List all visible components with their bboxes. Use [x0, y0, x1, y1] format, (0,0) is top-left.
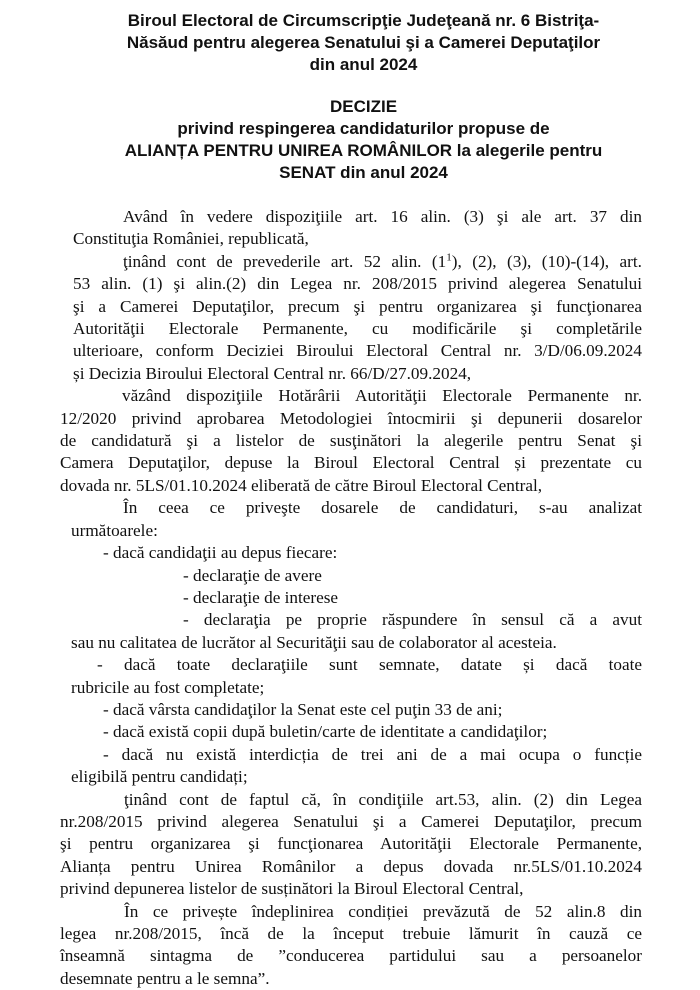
decision-word: DECIZIE: [329, 97, 398, 116]
text-line: şi pentru organizarea şi funcţionarea Autorităţii Electorale Permanente,: [60, 834, 642, 854]
text-line: legea nr.208/2015, încă de la început trebuie lămurit în cauză ce: [60, 924, 642, 943]
document-header: [60, 10, 667, 76]
text-line: În ce privește îndeplinirea condiției prevăzută de 52 alin.8 din: [124, 901, 642, 921]
text-line: nr.208/2015 privind alegerea Senatului şi a Camerei Deputaţilor, precum: [60, 811, 642, 831]
paragraph-law: [73, 251, 642, 385]
text-line: Autorităţii Electorale Permanente, cu modificările şi completările: [73, 319, 642, 339]
list-item: - declaraţie de interese: [183, 587, 339, 607]
text-line: ulterioare, conform Deciziei Biroului Electoral Central nr. 3/D/06.09.2024: [73, 341, 642, 361]
list-item: - dacă nu există interdicția de trei ani de a mai ocupa o funcție: [103, 744, 642, 764]
header-line-2: Năsăud pentru alegerea Senatului şi a Camerei Deputaţilor: [126, 33, 601, 52]
text-line: privind depunerea listelor de susținători la Biroul Electoral Central,: [60, 879, 524, 899]
paragraph-conditie: [60, 901, 642, 990]
paragraph-constitution: [73, 206, 642, 251]
list-item: - declaraţie de avere: [183, 565, 322, 585]
list-item: - dacă există copii după buletin/carte de identitate a candidaţilor;: [103, 722, 548, 742]
list-item: - dacă vârsta candidaţilor la Senat este cel puţin 33 de ani;: [103, 699, 503, 719]
paragraph-alianta: [60, 789, 642, 901]
decision-title: [60, 96, 667, 184]
text-line: desemnate pentru a le semna”.: [60, 968, 270, 988]
text-line: Având în vedere dispoziţiile art. 16 alin. (3) şi ale art. 37 din: [123, 207, 642, 226]
text-line: şi a Camerei Deputaţilor, precum şi pentru organizarea şi funcţionarea: [73, 296, 642, 316]
list-item: - dacă toate declaraţiile sunt semnate, datate și dacă toate: [97, 655, 642, 675]
text-line: și Decizia Biroului Electoral Central nr. 66/D/27.09.2024,: [73, 363, 472, 383]
list-item: - declaraţia pe proprie răspundere în sensul că a avut: [183, 610, 642, 630]
list-item-continued: sau nu calitatea de lucrător al Securităţii sau de colaborator al acesteia.: [71, 632, 557, 652]
paragraph-hotarare: [60, 385, 642, 497]
text-line: dovada nr. 5LS/01.10.2024 eliberată de către Biroul Electoral Central,: [60, 475, 543, 495]
header-line-1: Biroul Electoral de Circumscripţie Judeţeană nr. 6 Bistriţa-: [127, 11, 600, 30]
text-line: ţinând cont de faptul că, în condiţiile art.53, alin. (2) din Legea: [124, 789, 642, 809]
header-line-3: din anul 2024: [309, 55, 418, 74]
checklist: [71, 542, 642, 788]
decision-body: [60, 206, 642, 990]
paragraph-dosare: [71, 497, 642, 542]
text-line: Camera Deputaţilor, depuse la Biroul Electoral Central și prezentate cu: [60, 453, 642, 473]
text-line: înseamnă sintagma de ”conducerea partidului sau a persoanelor: [60, 946, 642, 966]
list-item-continued: rubricile au fost completate;: [71, 677, 265, 697]
text-line: Alianța pentru Unirea Românilor a depus dovada nr.5LS/01.10.2024: [60, 856, 642, 876]
text-line: 53 alin. (1) şi alin.(2) din Legea nr. 208/2015 privind alegerea Senatului: [73, 274, 642, 294]
text-line: de candidatură şi a listelor de susţinători la alegerile pentru Senat şi: [60, 431, 642, 451]
decision-line-1: privind respingerea candidaturilor propuse de: [177, 119, 550, 138]
text-line: următoarele:: [71, 520, 158, 540]
text-line: În ceea ce priveşte dosarele de candidaturi, s-au analizat: [123, 498, 642, 518]
list-item-continued: eligibilă pentru candidați;: [71, 767, 248, 787]
text-line: văzând dispoziţiile Hotărârii Autorităţii Electorale Permanente nr.: [122, 386, 642, 406]
list-item: - dacă candidaţii au depus fiecare:: [103, 543, 338, 563]
text-line: Constituţia României, republicată,: [73, 229, 309, 249]
decision-line-2: ALIANȚA PENTRU UNIREA ROMÂNILOR la alegerile pentru: [124, 141, 603, 160]
text-line: 12/2020 privind aprobarea Metodologiei întocmirii şi depunerii dosarelor: [60, 408, 642, 428]
text-line: ţinând cont de prevederile art. 52 alin. $(1^1)$, (2), (3), (10)-(14), art.: [123, 251, 642, 271]
decision-line-3: SENAT din anul 2024: [279, 163, 448, 182]
